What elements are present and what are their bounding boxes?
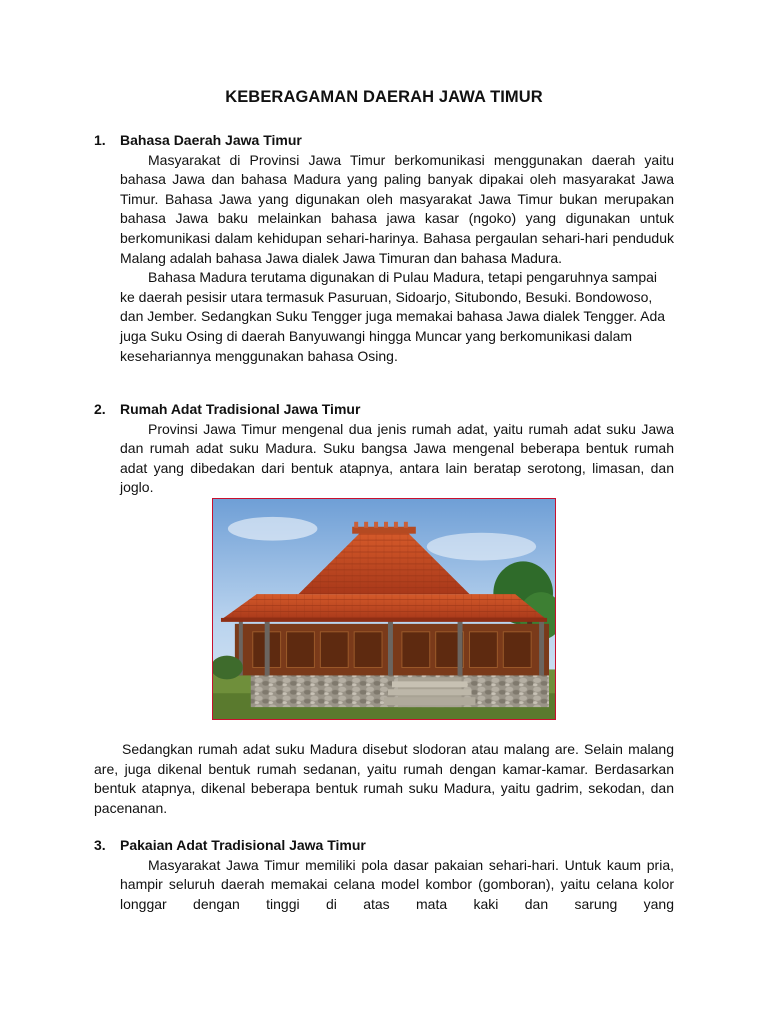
joglo-house-photo — [212, 498, 556, 720]
section-heading — [94, 836, 674, 856]
section-bahasa-daerah — [94, 131, 674, 366]
section-heading-text: Pakaian Adat Tradisional Jawa Timur — [120, 837, 366, 853]
section-heading-text: Rumah Adat Tradisional Jawa Timur — [120, 401, 361, 417]
section-pakaian-adat — [94, 836, 674, 914]
section-heading — [94, 400, 674, 420]
section-heading — [94, 131, 674, 151]
page-title: KEBERAGAMAN DAERAH JAWA TIMUR — [225, 88, 543, 106]
section-number: 2. — [94, 401, 106, 417]
paragraph: Bahasa Madura terutama digunakan di Pulau Madura, tetapi pengaruhnya sampai ke daerah pesisir utara termasuk Pasuruan, Sidoarjo, Situbondo, Besuki. Bondowoso, dan Jember. Sedangkan Suku Tengger juga memakai bahasa Jawa dialek Tengger. Ada juga Suku Osing di daerah Banyuwangi hingga Muncar yang berkomunikasi dalam kesehariannya menggunakan bahasa Osing. — [120, 269, 666, 364]
paragraph: Provinsi Jawa Timur mengenal dua jenis rumah adat, yaitu rumah adat suku Jawa dan rumah adat suku Madura. Suku bangsa Jawa mengenal beberapa bentuk rumah adat yang dibedakan dari bentuk atapnya, antara lain beratap serotong, limasan, dan joglo. — [120, 420, 674, 496]
section-body — [94, 151, 674, 367]
section-body — [94, 856, 674, 915]
paragraph-after-image: Sedangkan rumah adat suku Madura disebut slodoran atau malang are. Selain malang are, juga dikenal bentuk rumah sedanan, yaitu rumah dengan kamar-kamar. Berdasarkan bentuk atapnya, dikenal beberapa bentuk rumah suku Madura, yaitu gadrim, sekodan, dan pacenanan. — [94, 741, 674, 816]
section-heading-text: Bahasa Daerah Jawa Timur — [120, 132, 302, 148]
house-illustration — [213, 499, 555, 719]
section-number: 1. — [94, 132, 106, 148]
section-body — [94, 420, 674, 498]
section-number: 3. — [94, 837, 106, 853]
section-rumah-adat — [94, 400, 674, 498]
paragraph: Masyarakat di Provinsi Jawa Timur berkomunikasi menggunakan daerah yaitu bahasa Jawa dan bahasa Madura yang paling banyak dipakai oleh masyarakat Jawa Timur. Bahasa Jawa yang digunakan oleh masyarakat Jawa Timur bukan merupakan bahasa Jawa baku melainkan bahasa jawa kasar (ngoko) yang digunakan untuk berkomunikasi dalam kehidupan sehari-harinya. Bahasa pergaulan sehari-hari penduduk Malang adalah bahasa Jawa dialek Jawa Timuran dan bahasa Madura. — [120, 151, 674, 266]
paragraph: Masyarakat Jawa Timur memiliki pola dasar pakaian sehari-hari. Untuk kaum pria, hampir seluruh daerah memakai celana model kombor (gomboran), yaitu celana kolor longgar dengan tinggi di atas mata kaki dan sarung yang — [120, 856, 674, 912]
